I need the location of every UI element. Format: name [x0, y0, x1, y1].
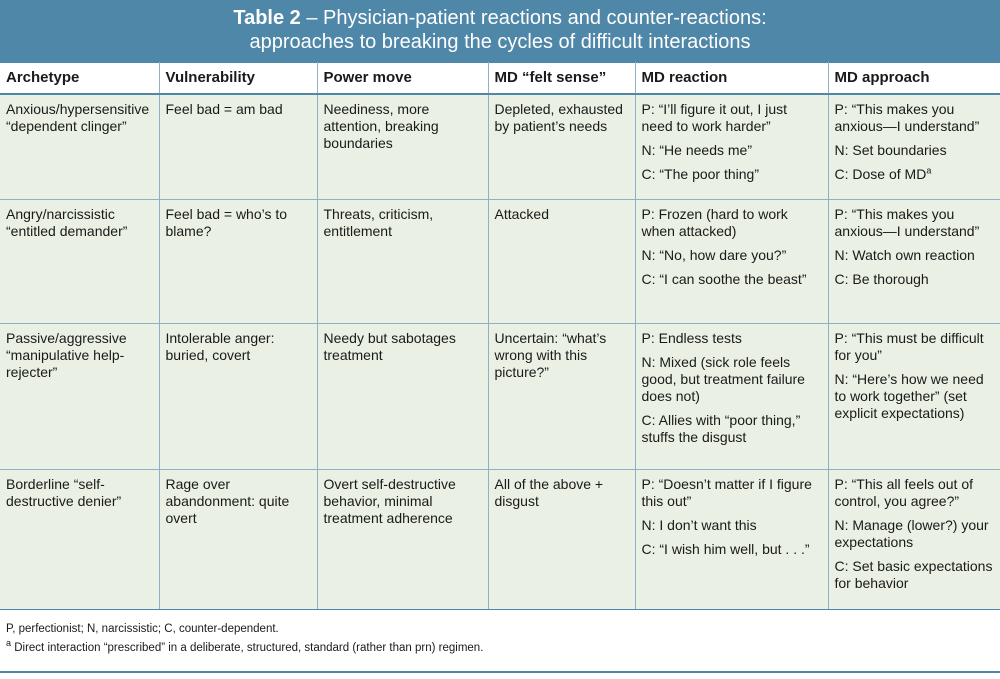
reaction-line: C: Allies with “poor thing,” stuffs the disgust	[641, 412, 801, 445]
footnote-marker: a	[926, 164, 932, 175]
cell-archetype: Angry/narcissistic “entitled demander”	[0, 200, 159, 324]
cell-archetype: Passive/aggressive “manipulative help-rejecter”	[0, 324, 159, 470]
table-row	[0, 94, 1000, 200]
approach-line: P: “This makes you anxious—I understand”	[834, 206, 980, 239]
column-header-archetype: Archetype	[0, 63, 159, 94]
approach-line: P: “This makes you anxious—I understand”	[834, 100, 980, 134]
column-header-felt-sense: MD “felt sense”	[488, 63, 635, 94]
approach-line: P: “This must be difficult for you”	[834, 330, 984, 363]
reactions-table	[0, 62, 1000, 610]
cell-archetype: Anxious/hypersensitive “dependent clinger”	[0, 94, 159, 200]
cell-archetype: Borderline “self-destructive denier”	[0, 470, 159, 610]
table-row	[0, 324, 1000, 470]
reaction-line: N: “He needs me”	[641, 141, 752, 158]
table-title	[0, 0, 1000, 62]
bottom-rule	[0, 671, 1000, 673]
cell-power-move: Overt self-destructive behavior, minimal treatment adherence	[317, 470, 488, 610]
footnote-a	[6, 638, 994, 656]
footnote-a-marker: a	[6, 638, 12, 649]
cell-vulnerability: Feel bad = who’s to blame?	[159, 200, 317, 324]
cell-vulnerability: Intolerable anger: buried, covert	[159, 324, 317, 470]
cell-md-approach	[828, 470, 1000, 610]
reaction-line: P: “Doesn’t matter if I figure this out”	[641, 476, 812, 509]
column-header-vulnerability: Vulnerability	[159, 63, 317, 94]
reaction-line: C: “I can soothe the beast”	[641, 271, 807, 287]
title-line-2: approaches to breaking the cycles of difficult interactions	[249, 31, 751, 53]
approach-line: C: Be thorough	[834, 271, 929, 287]
table-row	[0, 470, 1000, 610]
table-row	[0, 200, 1000, 324]
reaction-line: P: Endless tests	[641, 330, 742, 346]
reaction-line: N: I don’t want this	[641, 517, 757, 533]
table-footnotes	[0, 610, 1000, 656]
column-header-md-approach: MD approach	[828, 63, 1000, 94]
title-text-1: Physician-patient reactions and counter-reactions:	[323, 7, 767, 29]
cell-power-move: Needy but sabotages treatment	[317, 324, 488, 470]
column-header-md-reaction: MD reaction	[635, 63, 828, 94]
approach-line: P: “This all feels out of control, you agree?”	[834, 476, 974, 509]
approach-text: C: Dose of MD	[834, 165, 927, 182]
column-header-power-move: Power move	[317, 63, 488, 94]
approach-line	[835, 166, 995, 183]
cell-md-approach	[828, 324, 1000, 470]
cell-vulnerability: Feel bad = am bad	[159, 94, 317, 200]
cell-md-approach	[828, 200, 1000, 324]
abbreviations-note: P, perfectionist; N, narcissistic; C, counter-dependent.	[6, 623, 279, 635]
cell-power-move: Threats, criticism, entitlement	[317, 200, 488, 324]
approach-line: N: Set boundaries	[834, 141, 947, 158]
cell-md-reaction	[635, 470, 828, 610]
cell-felt-sense: All of the above + disgust	[488, 470, 635, 610]
cell-vulnerability: Rage over abandonment: quite overt	[159, 470, 317, 610]
reaction-line: N: Mixed (sick role feels good, but treatment failure does not)	[641, 354, 805, 404]
approach-line: N: “Here’s how we need to work together” (set explicit expectations)	[834, 371, 984, 421]
cell-md-reaction	[635, 94, 828, 200]
header-row	[0, 63, 1000, 94]
footnote-a-text: Direct interaction “prescribed” in a deliberate, structured, standard (rather than prn) regimen.	[14, 642, 484, 654]
title-line-1: Table 2 – Physician-patient reactions and counter-reactions:	[233, 7, 767, 29]
reaction-line: N: “No, how dare you?”	[641, 247, 787, 263]
cell-md-approach	[828, 94, 1000, 200]
reaction-line: C: “The poor thing”	[641, 165, 759, 182]
cell-felt-sense: Depleted, exhausted by patient’s needs	[488, 94, 635, 200]
cell-md-reaction	[635, 200, 828, 324]
approach-line: N: Watch own reaction	[834, 247, 975, 263]
cell-power-move: Neediness, more attention, breaking boundaries	[317, 94, 488, 200]
cell-felt-sense: Uncertain: “what’s wrong with this picture?”	[488, 324, 635, 470]
reaction-line: P: Frozen (hard to work when attacked)	[641, 206, 788, 239]
table-label: Table 2	[233, 7, 301, 29]
approach-line: C: Set basic expectations for behavior	[834, 558, 993, 591]
reaction-line: P: “I’ll figure it out, I just need to work harder”	[641, 100, 787, 134]
reaction-line: C: “I wish him well, but . . .”	[641, 541, 810, 557]
cell-felt-sense: Attacked	[488, 200, 635, 324]
cell-md-reaction	[635, 324, 828, 470]
approach-line: N: Manage (lower?) your expectations	[834, 517, 989, 550]
